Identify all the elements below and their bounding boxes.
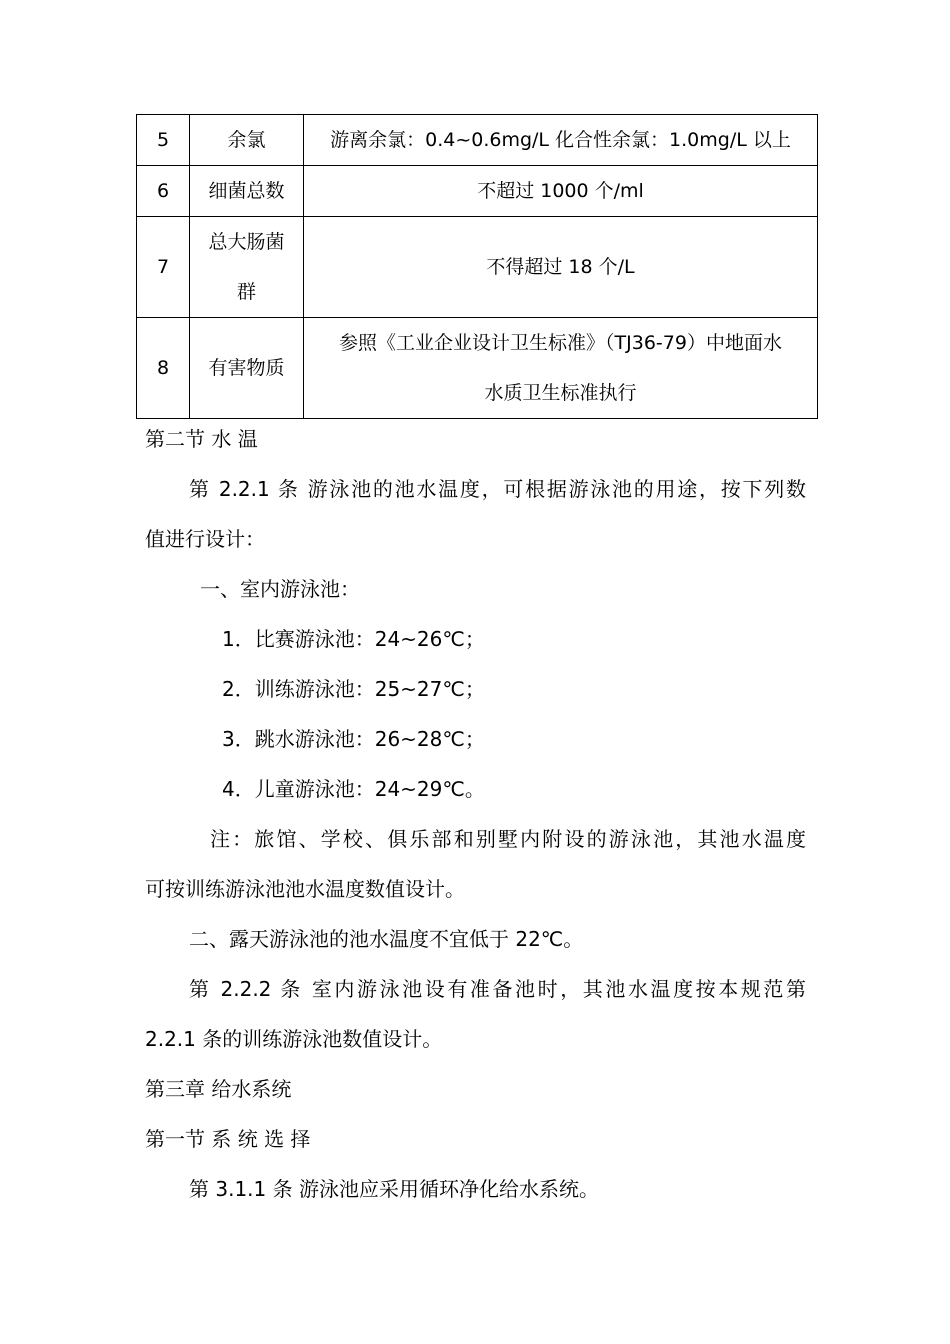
article-text: 第 2.2.2 条 室内游泳池设有准备池时，其池水温度按本规范第 <box>189 977 806 1001</box>
article-text: 第 2.2.1 条 游泳池的池水温度，可根据游泳池的用途，按下列数 <box>189 477 806 501</box>
standard-value-line: 水质卫生标准执行 <box>484 382 637 404</box>
list-item: 3．跳水游泳池：26~28℃； <box>222 727 485 751</box>
item-name: 余氯 <box>190 115 304 166</box>
item-name-line: 群 <box>236 281 256 303</box>
row-number: 8 <box>137 318 190 419</box>
water-quality-table <box>136 114 818 419</box>
item-name-line: 总大肠菌 <box>208 231 285 253</box>
row-number: 6 <box>137 166 190 217</box>
row-number: 7 <box>137 217 190 318</box>
item-name: 有害物质 <box>190 318 304 419</box>
table-row <box>137 217 818 318</box>
article-text: 2.2.1 条的训练游泳池数值设计。 <box>145 1027 443 1051</box>
section-heading: 第一节 系 统 选 择 <box>145 1127 311 1151</box>
list-heading: 二、露天游泳池的池水温度不宜低于 22℃。 <box>189 927 584 951</box>
list-item: 4．儿童游泳池：24~29℃。 <box>222 777 485 801</box>
list-item: 2．训练游泳池：25~27℃； <box>222 677 485 701</box>
list-item: 1．比赛游泳池：24~26℃； <box>222 627 485 651</box>
article-text: 值进行设计： <box>145 527 265 551</box>
article-text: 第 3.1.1 条 游泳池应采用循环净化给水系统。 <box>189 1177 599 1201</box>
standard-value: 不超过 1000 个/ml <box>304 166 818 217</box>
standard-value: 不得超过 18 个/L <box>304 217 818 318</box>
table-row <box>137 166 818 217</box>
row-number: 5 <box>137 115 190 166</box>
item-name <box>190 217 304 318</box>
section-heading: 第二节 水 温 <box>145 427 258 451</box>
note-text: 可按训练游泳池池水温度数值设计。 <box>145 877 465 901</box>
table-row <box>137 318 818 419</box>
standard-value <box>304 318 818 419</box>
table-row <box>137 115 818 166</box>
standard-value-line: 参照《工业企业设计卫生标准》（TJ36-79）中地面水 <box>339 332 782 354</box>
list-heading: 一、室内游泳池： <box>200 577 360 601</box>
chapter-heading: 第三章 给水系统 <box>145 1077 292 1101</box>
standard-value: 游离余氯：0.4~0.6mg/L 化合性余氯：1.0mg/L 以上 <box>304 115 818 166</box>
item-name: 细菌总数 <box>190 166 304 217</box>
note-text: 注：旅馆、学校、俱乐部和别墅内附设的游泳池，其池水温度 <box>210 827 806 851</box>
